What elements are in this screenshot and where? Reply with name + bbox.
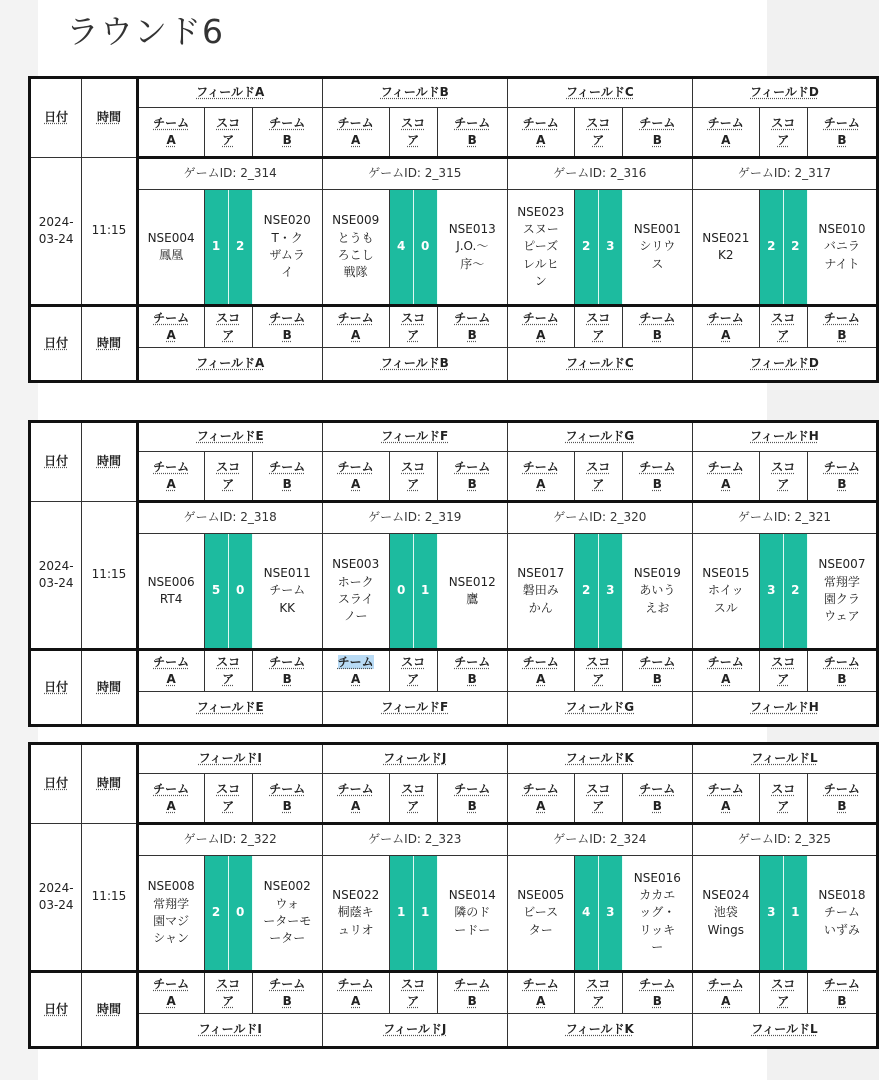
field-header[interactable]	[507, 348, 692, 382]
team-a-header[interactable]: チーム A	[137, 452, 204, 502]
game-id: ゲームID: 2_324	[507, 824, 692, 856]
text-line: ュリオ	[337, 922, 374, 937]
text-line: NSE011	[263, 565, 311, 580]
team-b-cell	[807, 190, 877, 306]
team-b-header[interactable]: チーム B	[437, 650, 507, 692]
team-b-header[interactable]: チーム B	[622, 306, 692, 348]
time-cell: 11:15	[82, 158, 137, 306]
text-line: あいう	[639, 583, 676, 598]
team-b-header[interactable]: チーム B	[437, 972, 507, 1014]
score-a: 5	[205, 534, 229, 648]
text-line: 03-24	[38, 576, 74, 590]
score-a: 1	[390, 856, 414, 970]
score-header[interactable]: スコ ア	[204, 972, 252, 1014]
score-b: 1	[421, 905, 430, 920]
text-line: ス	[651, 256, 664, 271]
score-cell	[389, 856, 437, 972]
team-a-header[interactable]: チーム A	[507, 306, 574, 348]
text-line: リッキ	[639, 922, 676, 937]
text-line: ビース	[523, 905, 559, 920]
score-b: 0	[235, 583, 245, 598]
field-name[interactable]: フィールドJ	[383, 751, 447, 766]
text-line: ウォ	[275, 896, 299, 911]
text-line: 磐田み	[522, 583, 559, 598]
text-line: NSE004	[147, 230, 195, 245]
game-id: ゲームID: 2_318	[137, 502, 322, 534]
score-cell	[759, 856, 807, 972]
field-name[interactable]: フィールドC	[566, 356, 634, 371]
text-line: NSE021	[702, 230, 750, 245]
team-b-cell	[807, 856, 877, 972]
text-line: K2	[718, 248, 734, 262]
team-b-header[interactable]: チーム B	[622, 452, 692, 502]
field-name[interactable]: フィールドB	[380, 356, 449, 371]
team-a-header[interactable]: チーム A	[322, 452, 389, 502]
score-a: 3	[760, 534, 784, 648]
field-name[interactable]: フィールドL	[751, 1022, 818, 1037]
text-line: 序～	[460, 256, 485, 271]
game-id: ゲームID: 2_322	[137, 824, 322, 856]
date-header[interactable]: 日付	[30, 78, 82, 158]
team-a-header[interactable]: チーム A	[507, 972, 574, 1014]
team-a-header[interactable]: チーム A	[137, 306, 204, 348]
team-b-header[interactable]: チーム B	[437, 108, 507, 158]
text-line: シャン	[153, 931, 189, 946]
field-name[interactable]: フィールドH	[750, 700, 819, 715]
score-a: 1	[205, 190, 229, 304]
text-line: 戦隊	[343, 265, 368, 280]
score-b: 0	[421, 239, 430, 254]
team-a-cell	[137, 856, 204, 972]
score-a: 2	[205, 856, 229, 970]
text-line: Wings	[707, 922, 744, 937]
team-b-header[interactable]: チーム B	[252, 306, 322, 348]
team-b-cell	[622, 856, 692, 972]
text-line: NSE023	[517, 204, 565, 219]
score-header[interactable]: スコ ア	[759, 774, 807, 824]
team-b-cell	[252, 534, 322, 650]
text-line: NSE015	[702, 565, 750, 580]
score-cell	[204, 856, 252, 972]
field-name[interactable]: フィールドE	[196, 429, 264, 444]
text-line: 2024-	[38, 214, 74, 229]
team-b-header[interactable]: チーム B	[252, 774, 322, 824]
text-line: NSE012	[448, 574, 496, 589]
time-header[interactable]: 時間	[82, 78, 137, 158]
team-a-header[interactable]: チーム A	[507, 650, 574, 692]
field-name[interactable]: フィールドJ	[383, 1022, 447, 1037]
text-line: ーター	[269, 931, 306, 946]
text-line: NSE010	[818, 221, 866, 236]
team-a-header[interactable]: チーム A	[692, 650, 759, 692]
text-line: ーターモ	[263, 914, 312, 928]
score-a: 3	[760, 856, 784, 970]
text-line: NSE017	[517, 565, 565, 580]
text-line: NSE020	[263, 213, 311, 228]
team-a-cell	[507, 534, 574, 650]
team-a-header[interactable]: チーム A	[507, 774, 574, 824]
text-line: NSE001	[633, 221, 681, 236]
team-a-header[interactable]: チーム A	[322, 108, 389, 158]
field-header[interactable]	[507, 78, 692, 108]
score-a: 2	[575, 190, 599, 304]
time-header[interactable]: 時間	[82, 650, 137, 726]
schedule-table	[28, 76, 879, 383]
team-a-header[interactable]: チーム A	[322, 972, 389, 1014]
team-b-cell	[622, 534, 692, 650]
team-a-cell	[692, 190, 759, 306]
team-b-header[interactable]: チーム B	[622, 774, 692, 824]
score-header[interactable]: スコ ア	[574, 108, 622, 158]
score-b: 3	[606, 583, 615, 598]
text-line: ー	[651, 940, 664, 955]
text-line: NSE002	[263, 879, 311, 894]
team-b-header[interactable]: チーム B	[437, 774, 507, 824]
text-line: ター	[528, 922, 553, 937]
field-name[interactable]: フィールドB	[380, 85, 449, 100]
text-line: ウェア	[824, 609, 860, 624]
text-line: 03-24	[38, 232, 74, 246]
score-header[interactable]: スコ ア	[759, 108, 807, 158]
game-id: ゲームID: 2_325	[692, 824, 877, 856]
text-line: NSE016	[633, 870, 681, 885]
score-header[interactable]: スコ ア	[759, 452, 807, 502]
team-a-header[interactable]: チーム A	[137, 650, 204, 692]
field-name[interactable]: フィールドG	[565, 700, 635, 715]
text-line: いずみ	[823, 922, 860, 937]
team-a-cell	[322, 534, 389, 650]
field-header[interactable]	[322, 422, 507, 452]
field-header[interactable]	[692, 348, 877, 382]
schedule-table	[28, 742, 879, 1049]
field-name[interactable]: フィールドD	[750, 356, 819, 371]
field-header[interactable]	[137, 348, 322, 382]
text-line: 鷹	[466, 592, 479, 606]
field-header[interactable]	[322, 348, 507, 382]
team-b-cell	[622, 190, 692, 306]
score-header[interactable]: スコ ア	[759, 306, 807, 348]
text-line: チーム	[823, 905, 860, 920]
text-line: 常翔学	[153, 896, 190, 911]
text-line: ろこし	[337, 248, 374, 262]
team-a-cell	[692, 534, 759, 650]
text-line: 2024-	[38, 558, 74, 573]
score-header[interactable]: スコ ア	[574, 306, 622, 348]
team-a-header[interactable]: チーム A	[692, 452, 759, 502]
time-header[interactable]: 時間	[82, 422, 137, 502]
text-line: スヌー	[522, 221, 559, 236]
text-line: ードー	[454, 922, 491, 937]
team-b-header[interactable]: チーム B	[807, 452, 877, 502]
text-line: NSE006	[147, 574, 195, 589]
field-header[interactable]	[322, 744, 507, 774]
text-line: えお	[645, 600, 670, 615]
date-header[interactable]: 日付	[30, 972, 82, 1048]
team-a-header[interactable]: チーム A	[692, 306, 759, 348]
team-a-header[interactable]: チーム A	[322, 774, 389, 824]
text-line: NSE014	[448, 887, 496, 902]
score-header[interactable]: スコ ア	[574, 452, 622, 502]
text-line: 池袋	[713, 905, 738, 920]
team-a-cell	[507, 856, 574, 972]
field-header[interactable]	[692, 692, 877, 726]
team-b-cell	[252, 856, 322, 972]
score-header[interactable]: スコ ア	[389, 774, 437, 824]
field-name[interactable]: フィールドI	[198, 1022, 262, 1037]
field-name[interactable]: フィールドA	[196, 85, 265, 100]
field-header[interactable]	[137, 1014, 322, 1048]
score-header[interactable]: スコ ア	[759, 972, 807, 1014]
text-line: バニラ	[823, 239, 860, 254]
field-header[interactable]	[507, 692, 692, 726]
field-header[interactable]	[322, 78, 507, 108]
text-line: NSE018	[818, 887, 866, 902]
team-b-cell	[437, 534, 507, 650]
time-header[interactable]: 時間	[82, 744, 137, 824]
text-line: RT4	[159, 592, 183, 606]
field-name[interactable]: フィールドL	[751, 751, 818, 766]
score-header[interactable]: スコ ア	[389, 972, 437, 1014]
date-header[interactable]: 日付	[30, 422, 82, 502]
text-line: KK	[279, 600, 296, 615]
team-a-cell	[137, 190, 204, 306]
team-a-cell	[137, 534, 204, 650]
score-a: 4	[390, 190, 414, 304]
date-cell	[30, 502, 82, 650]
text-line: 2024-	[38, 880, 74, 895]
text-line: ナイト	[824, 256, 860, 271]
team-b-header[interactable]: チーム B	[807, 774, 877, 824]
date-header[interactable]: 日付	[30, 744, 82, 824]
text-line: ピーズ	[523, 239, 559, 254]
text-line: T・ク	[271, 230, 303, 245]
score-b: 1	[791, 905, 800, 920]
field-header[interactable]	[322, 1014, 507, 1048]
field-header[interactable]	[507, 1014, 692, 1048]
team-b-header[interactable]: チーム B	[807, 108, 877, 158]
field-name[interactable]: フィールドI	[198, 751, 262, 766]
field-header[interactable]	[507, 744, 692, 774]
score-header[interactable]: スコ ア	[389, 650, 437, 692]
score-cell	[389, 190, 437, 306]
team-b-header[interactable]: チーム B	[622, 972, 692, 1014]
text-line: 桐蔭キ	[337, 905, 374, 920]
score-cell	[389, 534, 437, 650]
text-line: シリウ	[639, 239, 676, 254]
team-a-cell	[692, 856, 759, 972]
score-header[interactable]: スコ ア	[204, 650, 252, 692]
text-line: J.O.～	[456, 239, 489, 254]
team-a-header[interactable]: チーム A	[507, 108, 574, 158]
field-header[interactable]	[137, 692, 322, 726]
score-header[interactable]: スコ ア	[204, 774, 252, 824]
score-b: 2	[791, 239, 800, 254]
game-id: ゲームID: 2_323	[322, 824, 507, 856]
text-line: NSE019	[633, 565, 681, 580]
team-a-header[interactable]: チーム A	[137, 972, 204, 1014]
text-line: NSE008	[147, 879, 195, 894]
field-header[interactable]	[692, 78, 877, 108]
score-header[interactable]: スコ ア	[574, 972, 622, 1014]
score-a: 4	[575, 856, 599, 970]
field-name[interactable]: フィールドG	[565, 429, 635, 444]
team-b-cell	[437, 856, 507, 972]
text-line: NSE007	[818, 557, 866, 572]
field-header[interactable]	[692, 422, 877, 452]
field-name[interactable]: フィールドF	[381, 429, 449, 444]
team-b-header[interactable]: チーム B	[807, 972, 877, 1014]
team-b-header[interactable]: チーム B	[252, 972, 322, 1014]
text-line: ホーク	[337, 574, 374, 589]
team-a-header[interactable]: チーム A	[692, 972, 759, 1014]
text-line: ン	[534, 274, 547, 289]
text-line: かん	[528, 600, 553, 615]
score-header[interactable]: スコ ア	[389, 452, 437, 502]
text-line: 03-24	[38, 898, 74, 912]
text-line: NSE005	[517, 887, 565, 902]
text-line: チーム	[269, 583, 306, 598]
score-a: 2	[760, 190, 784, 304]
text-line: イ	[281, 265, 294, 280]
team-a-header[interactable]: チーム A	[507, 452, 574, 502]
field-header[interactable]	[137, 422, 322, 452]
date-header[interactable]: 日付	[30, 306, 82, 382]
score-header[interactable]: スコ ア	[204, 306, 252, 348]
team-b-header[interactable]: チーム B	[622, 108, 692, 158]
score-header[interactable]: スコ ア	[574, 774, 622, 824]
field-header[interactable]	[507, 422, 692, 452]
field-header[interactable]	[692, 1014, 877, 1048]
text-line: ホイッ	[707, 583, 744, 598]
score-b: 0	[235, 905, 245, 920]
score-cell	[574, 534, 622, 650]
text-line: スライ	[337, 592, 374, 606]
score-header[interactable]: スコ ア	[759, 650, 807, 692]
field-name[interactable]: フィールドK	[565, 1022, 634, 1037]
field-header[interactable]	[137, 78, 322, 108]
text-line: NSE003	[332, 557, 380, 572]
field-name[interactable]: フィールドF	[381, 700, 449, 715]
team-b-cell	[437, 190, 507, 306]
team-a-cell	[507, 190, 574, 306]
team-b-header[interactable]: チーム B	[807, 650, 877, 692]
team-a-header[interactable]: チーム A	[137, 774, 204, 824]
text-line: NSE013	[448, 221, 496, 236]
team-b-header[interactable]: チーム B	[252, 108, 322, 158]
score-header[interactable]: スコ ア	[204, 108, 252, 158]
text-line: とうも	[337, 230, 374, 245]
score-header[interactable]: スコ ア	[574, 650, 622, 692]
schedule-table	[28, 420, 879, 727]
date-cell	[30, 158, 82, 306]
field-name[interactable]: フィールドK	[565, 751, 634, 766]
text-line: ザムラ	[269, 248, 305, 262]
text-line: 園マジ	[153, 914, 190, 928]
team-a-header[interactable]: チーム A	[322, 306, 389, 348]
text-line: スル	[713, 600, 738, 615]
time-header[interactable]: 時間	[82, 972, 137, 1048]
text-line: 隣のド	[454, 905, 491, 920]
score-header[interactable]: スコ ア	[389, 108, 437, 158]
text-line: NSE024	[702, 887, 750, 902]
score-header[interactable]: スコ ア	[204, 452, 252, 502]
team-a-header[interactable]: チーム A	[322, 650, 389, 692]
game-id: ゲームID: 2_320	[507, 502, 692, 534]
team-b-cell	[252, 190, 322, 306]
team-a-header[interactable]: チーム A	[692, 108, 759, 158]
score-b: 3	[606, 239, 615, 254]
score-b: 1	[421, 583, 430, 598]
time-cell: 11:15	[82, 824, 137, 972]
score-cell	[759, 190, 807, 306]
game-id: ゲームID: 2_316	[507, 158, 692, 190]
game-id: ゲームID: 2_321	[692, 502, 877, 534]
score-cell	[574, 856, 622, 972]
date-cell	[30, 824, 82, 972]
text-line: NSE022	[332, 887, 380, 902]
field-header[interactable]	[692, 744, 877, 774]
field-name[interactable]: フィールドC	[566, 85, 634, 100]
score-b: 2	[791, 583, 800, 598]
text-line: 常翔学	[823, 574, 860, 589]
page-title: ラウンド6	[66, 12, 224, 51]
score-cell	[574, 190, 622, 306]
team-a-cell	[322, 190, 389, 306]
score-cell	[759, 534, 807, 650]
score-a: 0	[390, 534, 414, 648]
text-line: ノー	[343, 609, 368, 624]
text-line: レルヒ	[522, 256, 559, 271]
field-name[interactable]: フィールドD	[750, 85, 819, 100]
game-id: ゲームID: 2_317	[692, 158, 877, 190]
game-id: ゲームID: 2_319	[322, 502, 507, 534]
text-line: カカエ	[639, 887, 676, 902]
text-line: 鳳凰	[159, 248, 184, 262]
team-b-cell	[807, 534, 877, 650]
time-header[interactable]: 時間	[82, 306, 137, 382]
score-b: 3	[606, 905, 615, 920]
score-cell	[204, 190, 252, 306]
team-b-header[interactable]: チーム B	[252, 650, 322, 692]
team-a-header[interactable]: チーム A	[692, 774, 759, 824]
team-b-header[interactable]: チーム B	[437, 452, 507, 502]
team-b-header[interactable]: チーム B	[622, 650, 692, 692]
team-b-header[interactable]: チーム B	[807, 306, 877, 348]
text-line: ッグ・	[639, 905, 676, 920]
time-cell: 11:15	[82, 502, 137, 650]
score-header[interactable]: スコ ア	[389, 306, 437, 348]
field-name[interactable]: フィールドH	[750, 429, 819, 444]
score-cell	[204, 534, 252, 650]
team-a-cell	[322, 856, 389, 972]
team-b-header[interactable]: チーム B	[252, 452, 322, 502]
score-b: 2	[235, 239, 245, 254]
team-b-header[interactable]: チーム B	[437, 306, 507, 348]
team-a-header[interactable]: チーム A	[137, 108, 204, 158]
game-id: ゲームID: 2_314	[137, 158, 322, 190]
date-header[interactable]: 日付	[30, 650, 82, 726]
field-header[interactable]	[322, 692, 507, 726]
score-a: 2	[575, 534, 599, 648]
field-name[interactable]: フィールドA	[196, 356, 265, 371]
field-name[interactable]: フィールドE	[196, 700, 264, 715]
game-id: ゲームID: 2_315	[322, 158, 507, 190]
text-line: NSE009	[332, 213, 380, 228]
text-line: 園クラ	[823, 592, 860, 606]
field-header[interactable]	[137, 744, 322, 774]
